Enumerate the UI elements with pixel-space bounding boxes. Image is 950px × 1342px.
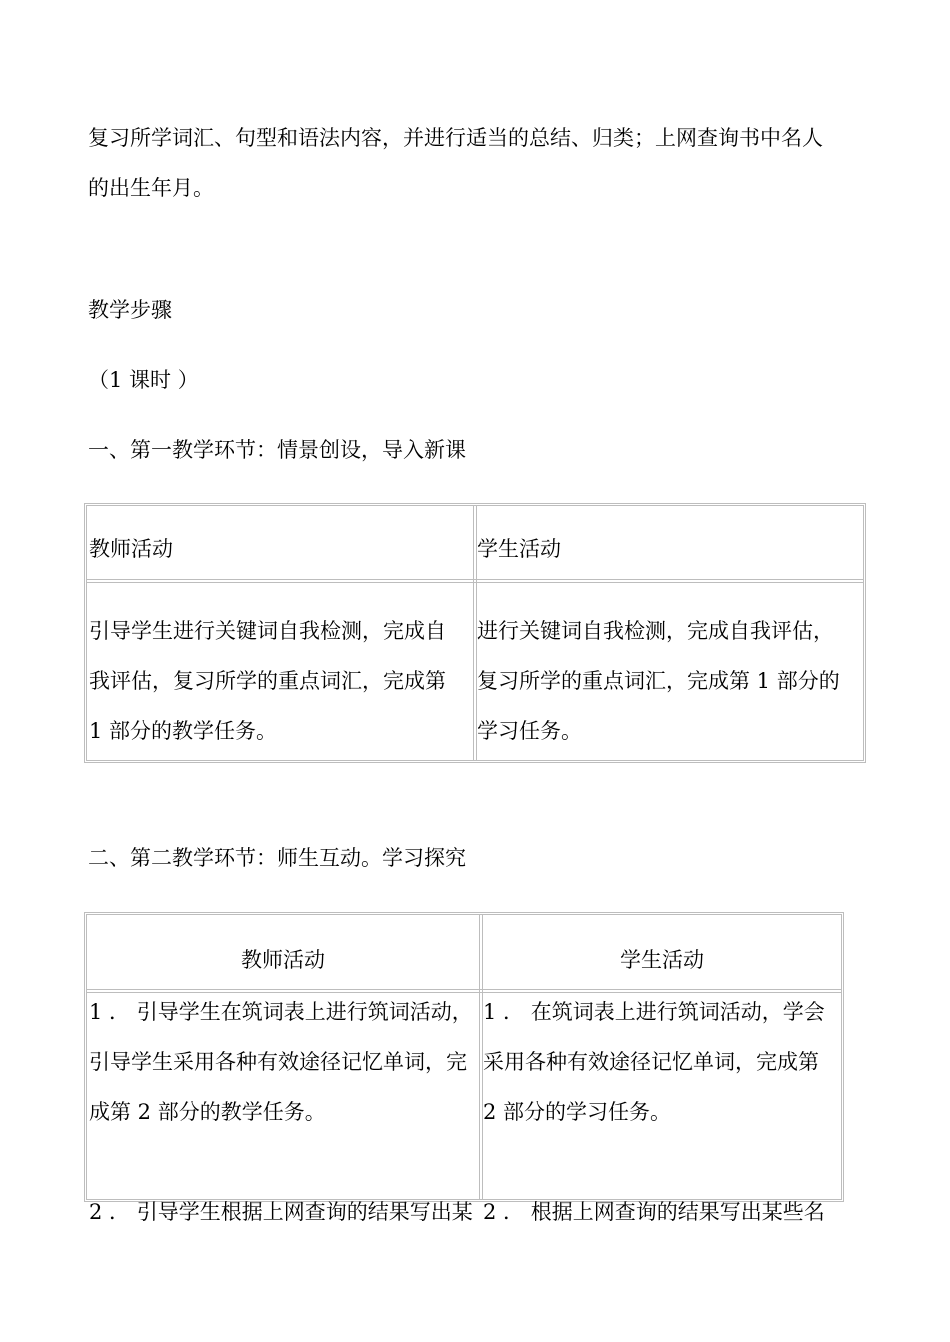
intro-line-2: 的出生年月。 [88, 176, 214, 200]
section-1-title: 一、第一教学环节：情景创设，导入新课 [88, 438, 466, 462]
table-2-teacher-activity: 1 ． 引导学生在筑词表上进行筑词活动， 引导学生采用各种有效途径记忆单词，完 成第 2 部分的教学任务。 2 ． 引导学生根据上网查询的结果写出某 [89, 1000, 473, 1224]
intro-line-1: 复习所学词汇、句型和语法内容，并进行适当的总结、归类；上网查询书中名人 [88, 126, 823, 150]
table-2-student-header: 学生活动 [620, 948, 704, 972]
section-2-title: 二、第二教学环节：师生互动。学习探究 [88, 846, 466, 870]
lesson-hours-label: （1 课时 ） [88, 368, 199, 392]
section-2-activity-table [84, 912, 844, 1224]
table-1-student-header: 学生活动 [477, 537, 561, 561]
table-1-teacher-header: 教师活动 [89, 537, 173, 561]
table-1-teacher-activity: 引导学生进行关键词自我检测，完成自 我评估，复习所学的重点词汇，完成第 1 部分的教学任务。 [89, 619, 446, 743]
table-2-teacher-header: 教师活动 [241, 948, 325, 972]
table-1-header-divider [87, 579, 863, 583]
section-1-activity-table [84, 503, 866, 763]
intro-paragraph [88, 113, 868, 213]
teaching-steps-heading: 教学步骤 [88, 298, 172, 322]
table-2-student-activity: 1 ． 在筑词表上进行筑词活动，学会 采用各种有效途径记忆单词，完成第 2 部分的学习任务。 2 ． 根据上网查询的结果写出某些名 [483, 1000, 825, 1224]
table-1-student-activity: 进行关键词自我检测，完成自我评估， 复习所学的重点词汇，完成第 1 部分的 学习任务。 [477, 619, 840, 743]
